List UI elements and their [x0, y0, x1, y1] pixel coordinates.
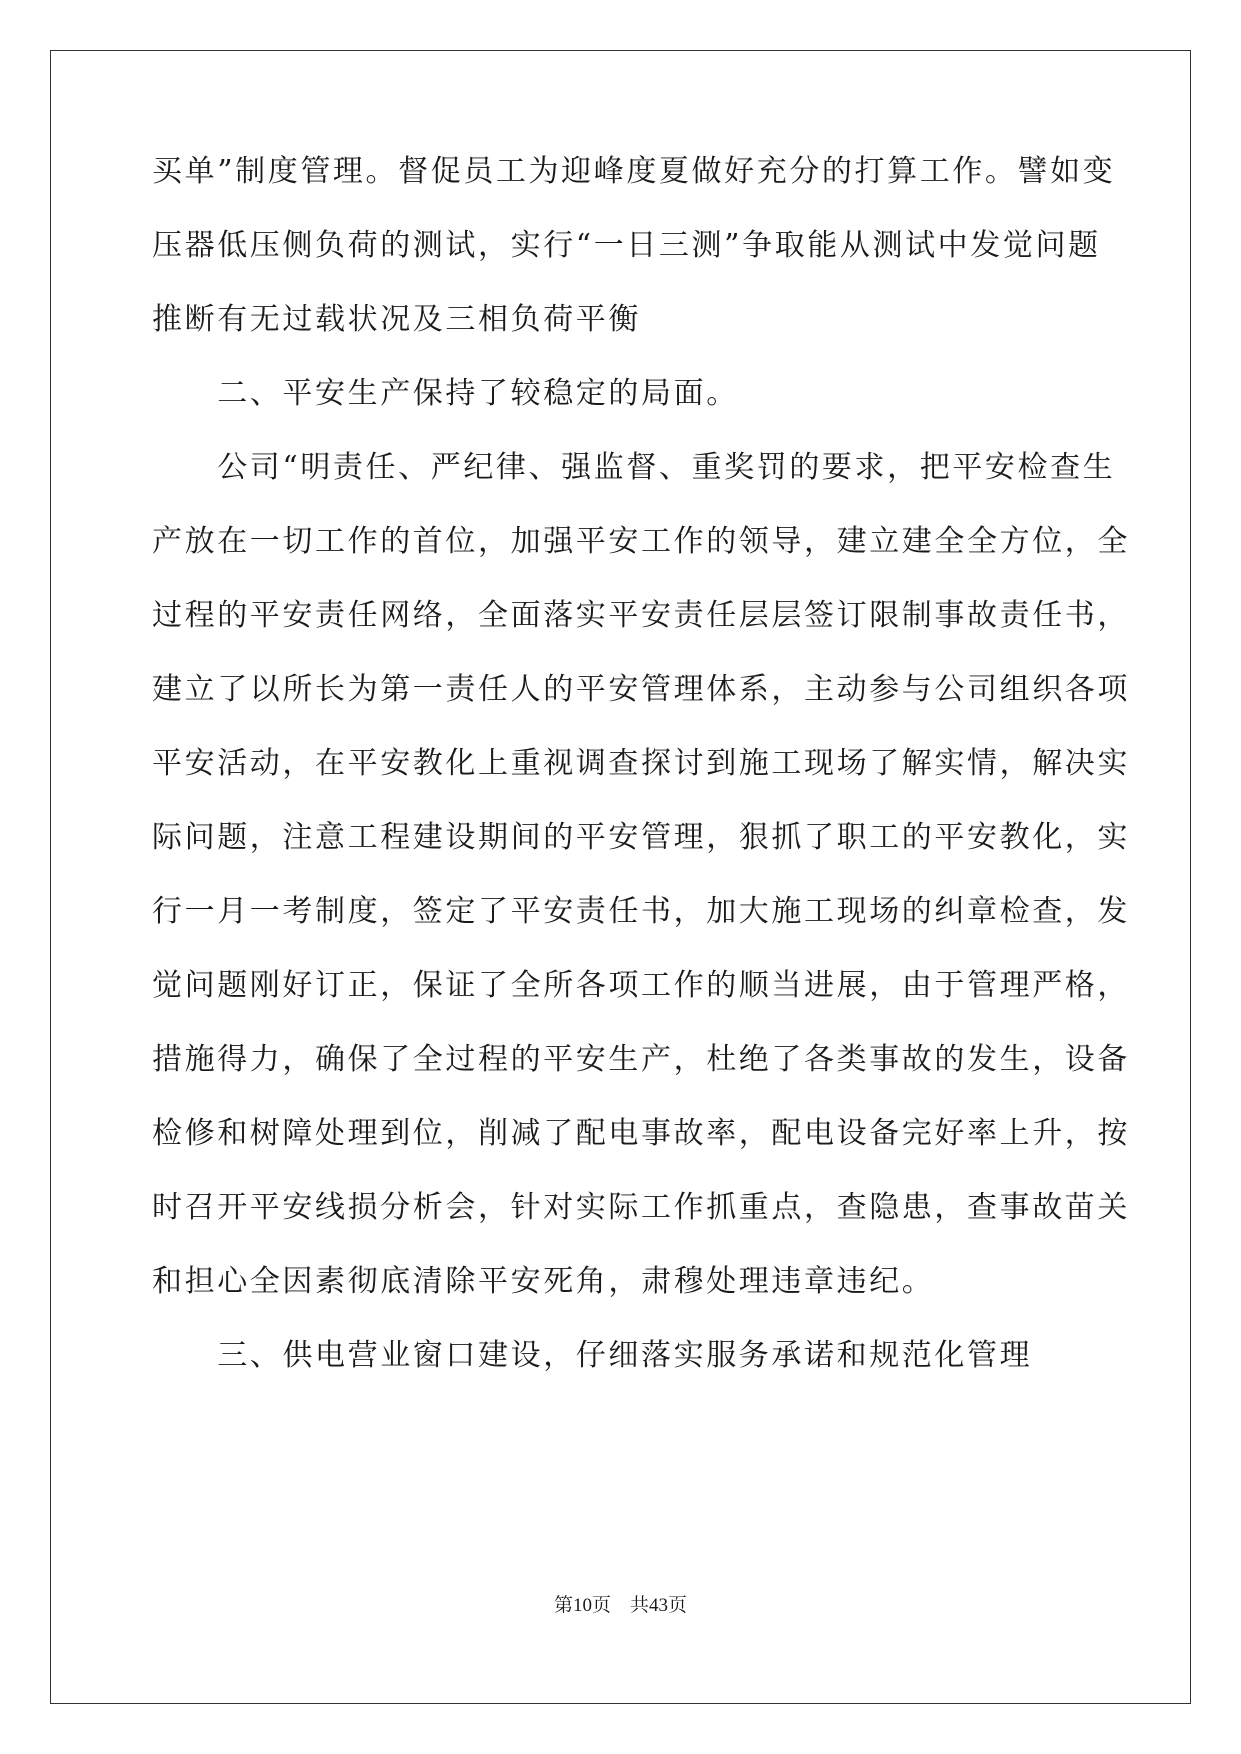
text-line: 行一月一考制度，签定了平安责任书，加大施工现场的纠章检查，发 — [152, 894, 1130, 929]
page-number-footer: 第10页 共43页 — [553, 1595, 687, 1616]
text-line: 建立了以所长为第一责任人的平安管理体系，主动参与公司组织各项 — [152, 672, 1130, 707]
text-line: 和担心全因素彻底清除平安死角，肃穆处理违章违纪。 — [152, 1264, 935, 1299]
text-line: 时召开平安线损分析会，针对实际工作抓重点，查隐患，查事故苗关 — [152, 1190, 1130, 1225]
text-line: 产放在一切工作的首位，加强平安工作的领导，建立建全全方位，全 — [152, 524, 1130, 559]
text-line: 过程的平安责任网络，全面落实平安责任层层签订限制事故责任书， — [152, 598, 1130, 633]
section-heading: 三、供电营业窗口建设，仔细落实服务承诺和规范化管理 — [152, 1338, 1033, 1373]
page-border — [50, 50, 1191, 1704]
text-line: 公司“明责任、严纪律、强监督、重奖罚的要求，把平安检查生 — [152, 450, 1116, 485]
text-line: 检修和树障处理到位，削减了配电事故率，配电设备完好率上升，按 — [152, 1116, 1130, 1151]
section-heading: 二、平安生产保持了较稳定的局面。 — [152, 376, 739, 411]
text-line: 平安活动，在平安教化上重视调查探讨到施工现场了解实情，解决实 — [152, 746, 1130, 781]
text-line: 际问题，注意工程建设期间的平安管理，狠抓了职工的平安教化，实 — [152, 820, 1130, 855]
text-line: 措施得力，确保了全过程的平安生产，杜绝了各类事故的发生，设备 — [152, 1042, 1130, 1077]
text-line: 压器低压侧负荷的测试，实行“一日三测”争取能从测试中发觉问题 — [152, 228, 1101, 263]
text-line: 推断有无过载状况及三相负荷平衡 — [152, 302, 641, 337]
text-line: 觉问题刚好订正，保证了全所各项工作的顺当进展，由于管理严格， — [152, 968, 1130, 1003]
text-line: 买单”制度管理。督促员工为迎峰度夏做好充分的打算工作。譬如变 — [152, 154, 1116, 189]
